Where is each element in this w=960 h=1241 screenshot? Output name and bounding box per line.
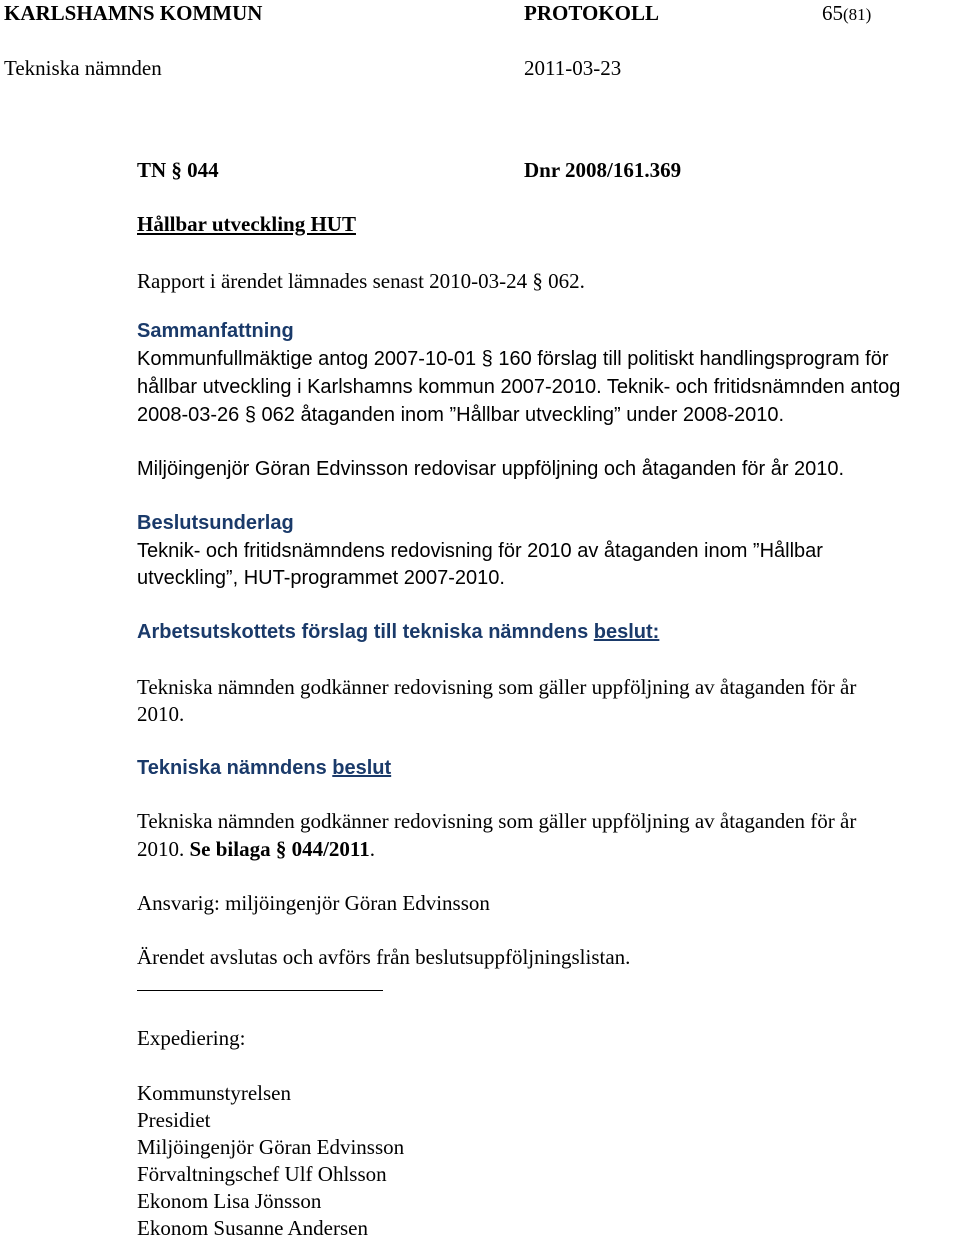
basis-line-1: Teknik- och fritidsnämndens redovisning för 2010 av åtaganden inom ”Hållbar [137, 540, 823, 562]
divider-rule [137, 990, 383, 991]
basis-heading: Beslutsunderlag [137, 512, 294, 534]
summary-line-2: hållbar utveckling i Karlshamns kommun 2007-2010. Teknik- och fritidsnämnden antog [137, 376, 901, 398]
header-date: 2011-03-23 [524, 56, 622, 80]
summary-line-1: Kommunfullmäktige antog 2007-10-01 § 160 förslag till politiskt handlingsprogram för [137, 348, 889, 370]
case-number: TN § 044 [137, 158, 219, 182]
closing-line: Ärendet avslutas och avförs från beslutsuppföljningslistan. [137, 945, 631, 969]
distribution-recipient: Presidiet [137, 1108, 211, 1132]
case-dnr: Dnr 2008/161.369 [524, 158, 682, 182]
summary-followup: Miljöingenjör Göran Edvinsson redovisar uppföljning och åtaganden för år 2010. [137, 458, 845, 480]
case-report-line: Rapport i ärendet lämnades senast 2010-03-24 § 062. [137, 269, 585, 293]
page-total: (81) [843, 5, 872, 24]
attachment-reference: Se bilaga § 044/2011 [189, 837, 370, 861]
distribution-heading: Expediering: [137, 1026, 246, 1050]
summary-line-3: 2008-03-26 § 062 åtaganden inom ”Hållbar utveckling” under 2008-2010. [137, 404, 785, 426]
header-page-number [822, 0, 871, 28]
distribution-recipient: Ekonom Lisa Jönsson [137, 1189, 322, 1213]
responsible-line: Ansvarig: miljöingenjör Göran Edvinsson [137, 891, 490, 915]
proposal-heading-start: Arbetsutskottets förslag till tekniska nämndens [137, 621, 594, 643]
page-number: 65 [822, 1, 843, 25]
decision-line-2-start: 2010. [137, 837, 190, 861]
basis-line-2: utveckling”, HUT-programmet 2007-2010. [137, 567, 505, 589]
summary-heading: Sammanfattning [137, 320, 294, 342]
proposal-heading-underlined: beslut: [593, 621, 660, 643]
decision-heading [137, 755, 391, 781]
header-doc-type: PROTOKOLL [524, 1, 659, 25]
proposal-heading [137, 619, 659, 645]
distribution-recipient: Kommunstyrelsen [137, 1081, 291, 1105]
decision-heading-start: Tekniska nämndens [137, 757, 333, 779]
distribution-recipient: Förvaltningschef Ulf Ohlsson [137, 1162, 387, 1186]
header-committee: Tekniska nämnden [4, 56, 162, 80]
distribution-recipient: Miljöingenjör Göran Edvinsson [137, 1135, 405, 1159]
decision-line-1: Tekniska nämnden godkänner redovisning som gäller uppföljning av åtaganden för år [137, 809, 857, 833]
decision-line-2-end: . [369, 837, 376, 861]
case-title: Hållbar utveckling HUT [137, 212, 356, 236]
proposal-line-1: Tekniska nämnden godkänner redovisning som gäller uppföljning av åtaganden för år [137, 675, 857, 699]
decision-line-2 [137, 836, 375, 862]
proposal-line-2: 2010. [137, 702, 185, 726]
distribution-recipient: Ekonom Susanne Andersen [137, 1216, 368, 1240]
decision-heading-underlined: beslut [332, 757, 392, 779]
header-org: KARLSHAMNS KOMMUN [4, 1, 263, 25]
